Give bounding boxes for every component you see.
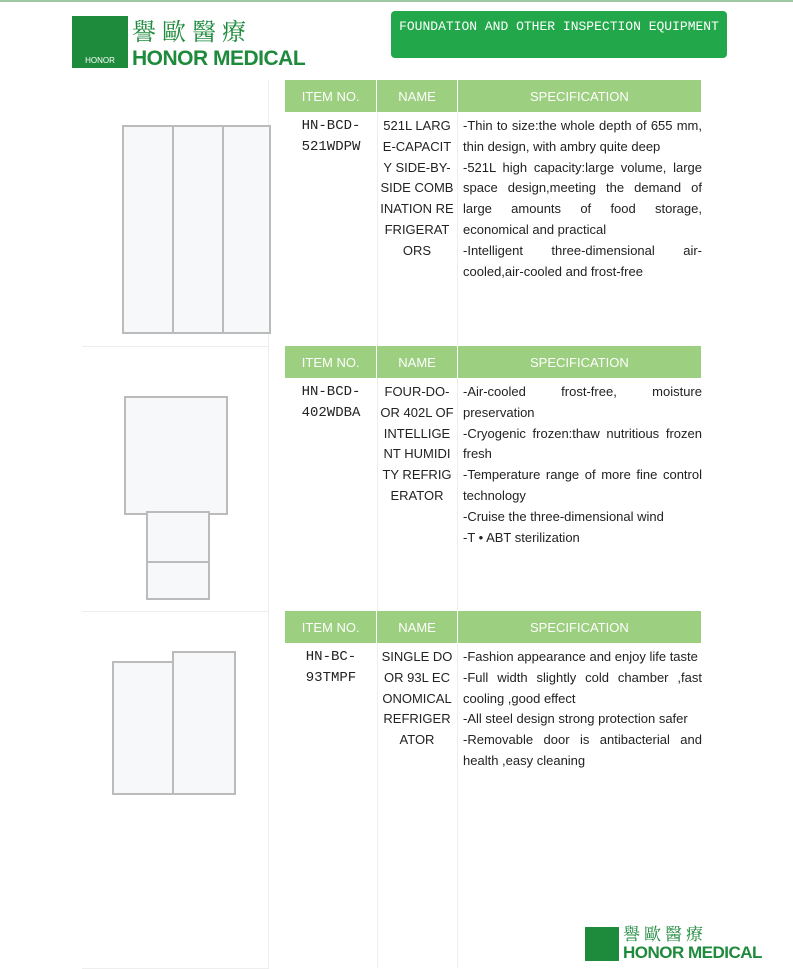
header-name: NAME — [377, 611, 457, 643]
logo-chinese: 譽歐醫療 — [132, 18, 252, 46]
header-name: NAME — [377, 346, 457, 378]
item-number: HN-BCD-402WDBA — [301, 384, 361, 421]
header-item-no: ITEM NO. — [285, 80, 377, 112]
table-header — [285, 611, 702, 643]
table-header — [285, 80, 702, 112]
refrigerator-illustration — [172, 125, 226, 334]
footer-logo-mark — [585, 927, 619, 961]
refrigerator-illustration — [146, 561, 210, 600]
refrigerator-illustration — [172, 651, 236, 795]
header-name: NAME — [377, 80, 457, 112]
header-specification: SPECIFICATION — [458, 346, 702, 378]
item-number: HN-BC-93TMPF — [305, 649, 357, 686]
table-row — [285, 116, 702, 282]
specification — [457, 647, 702, 772]
spec-line: -Cryogenic frozen:thaw nutritious frozen fresh — [463, 425, 702, 462]
logo-mark: HONOR — [72, 16, 128, 68]
company-logo — [72, 12, 305, 71]
specification — [457, 382, 702, 548]
spec-line: -521L high capacity:large volume, large space design,meeting the demand of large amounts of food storage, economical and practical — [463, 159, 702, 237]
table-row — [285, 647, 702, 772]
product-name: FOUR-DO-OR 402L OF INTELLIGENT HUMIDITY REFRIGERATOR — [380, 384, 454, 503]
header-item-no: ITEM NO. — [285, 611, 377, 643]
spec-line: -All steel design strong protection safer — [463, 711, 688, 727]
top-rule — [0, 0, 793, 2]
product-section — [82, 611, 702, 968]
product-name: 521L LARGE-CAPACITY SIDE-BY-SIDE COMBINATION REFRIGERATORS — [380, 118, 454, 258]
product-section — [82, 346, 702, 611]
spec-line: -Air-cooled frost-free, moisture preservation — [463, 384, 702, 420]
refrigerator-illustration — [124, 396, 228, 515]
refrigerator-illustration — [222, 125, 271, 334]
item-number: HN-BCD-521WDPW — [301, 118, 361, 155]
refrigerator-illustration — [112, 661, 176, 795]
category-banner: FOUNDATION AND OTHER INSPECTION EQUIPMENT — [391, 11, 727, 58]
header-specification: SPECIFICATION — [458, 80, 702, 112]
spec-line: -Fashion appearance and enjoy life taste — [463, 649, 698, 664]
table-row — [285, 382, 702, 548]
product-image — [82, 346, 269, 612]
refrigerator-illustration — [122, 125, 176, 334]
table-header — [285, 346, 702, 378]
specification — [457, 116, 702, 282]
spec-line: -Temperature range of more fine control technology — [463, 467, 702, 503]
logo-english: HONOR MEDICAL — [132, 47, 306, 70]
header-item-no: ITEM NO. — [285, 346, 377, 378]
spec-line: -Cruise the three-dimensional wind — [463, 508, 664, 524]
footer-logo-english: HONOR MEDICAL — [623, 943, 762, 962]
header-specification: SPECIFICATION — [458, 611, 702, 643]
product-section — [82, 80, 702, 346]
spec-line: -Removable door is antibacterial and health ,easy cleaning — [463, 732, 702, 768]
product-name: SINGLE DOOR 93L ECONOMICAL REFRIGERATOR — [381, 649, 453, 748]
footer-logo-chinese: 譽歐醫療 — [623, 925, 707, 945]
spec-line: -Thin to size:the whole depth of 655 mm, thin design, with ambry quite deep — [463, 118, 702, 154]
product-image — [82, 611, 269, 969]
spec-line: -Full width slightly cold chamber ,fast cooling ,good effect — [463, 669, 702, 706]
footer-logo — [585, 927, 762, 961]
spec-line: -T • ABT sterilization — [463, 529, 580, 545]
product-image — [82, 80, 269, 347]
spec-line: -Intelligent three-dimensional air-cooled,air-cooled and frost-free — [463, 242, 702, 279]
refrigerator-illustration — [146, 511, 210, 565]
